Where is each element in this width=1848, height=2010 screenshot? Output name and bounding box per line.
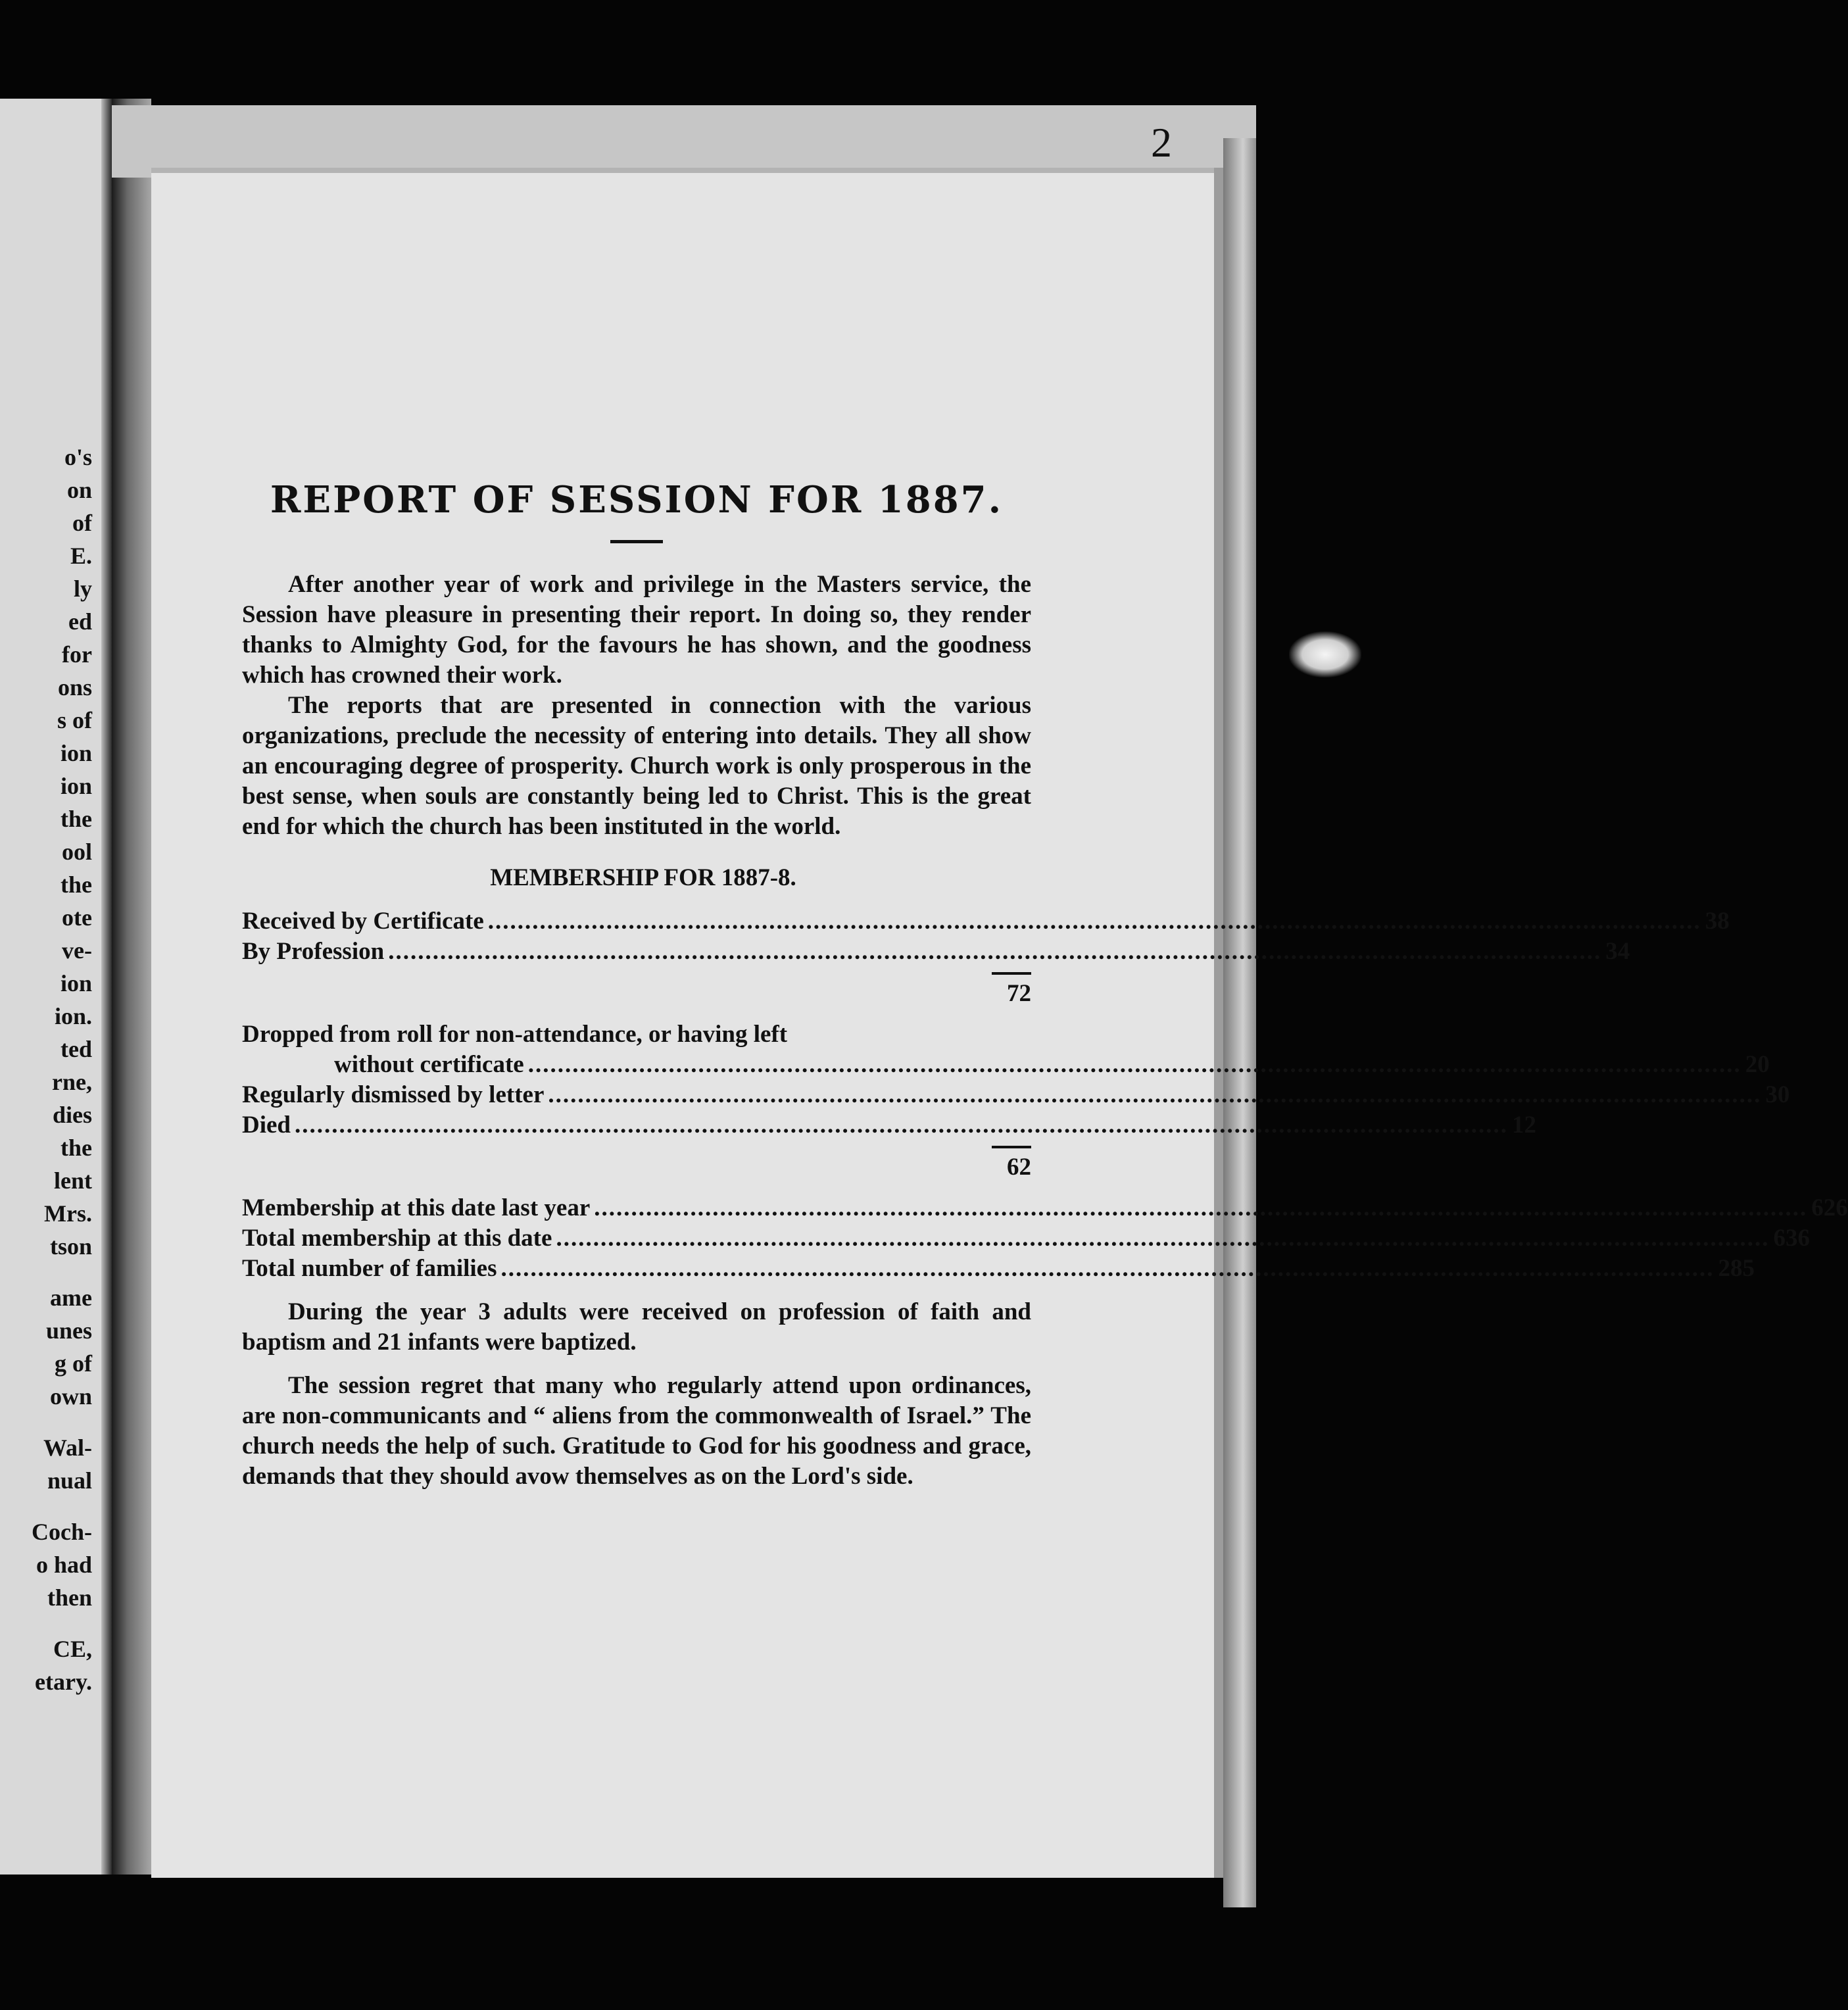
row-label: Membership at this date last year <box>242 1194 591 1221</box>
scan-smudge <box>1289 631 1361 677</box>
facing-page-text <box>0 441 92 1698</box>
row-label: Regularly dismissed by letter <box>242 1081 545 1108</box>
facing-page-line: o had <box>36 1552 92 1578</box>
facing-page-line: the <box>61 1135 92 1161</box>
facing-page-line: unes <box>45 1317 92 1344</box>
book-gutter <box>112 99 151 1875</box>
baptisms-paragraph: During the year 3 adults were received on profession of faith and baptism and 21 infants were baptized. <box>242 1298 1031 1356</box>
subtotal-received: 72 <box>1007 980 1031 1007</box>
leader-dots: .................................................................................................................................................................... <box>487 908 1701 935</box>
facing-page-line: Mrs. <box>44 1200 92 1227</box>
leader-dots: .................................................................................................................................................................... <box>500 1255 1714 1282</box>
membership-row-last-year <box>242 1193 1848 1223</box>
leader-dots: .................................................................................................................................................................... <box>388 938 1602 965</box>
row-value: 285 <box>1718 1255 1755 1282</box>
row-label: without certificate <box>334 1051 524 1078</box>
facing-page-line: E. <box>70 543 92 569</box>
facing-page-line: ame <box>50 1285 92 1311</box>
facing-page-line: rne, <box>52 1069 92 1095</box>
facing-page-line: ion. <box>54 1003 92 1029</box>
facing-page-edge <box>101 99 112 1875</box>
report-content <box>242 477 1848 1492</box>
membership-table <box>242 906 1848 1284</box>
facing-page-line: tson <box>49 1233 92 1260</box>
membership-heading: MEMBERSHIP FOR 1887-8. <box>490 864 796 891</box>
facing-page-line: s of <box>57 707 92 733</box>
row-value: 34 <box>1605 938 1630 965</box>
facing-page-line: of <box>72 510 92 536</box>
row-value: 12 <box>1512 1112 1536 1139</box>
facing-page-line: the <box>61 806 92 832</box>
facing-page-line: ed <box>68 608 92 635</box>
facing-page-line: ion <box>60 970 92 996</box>
leader-dots: .................................................................................................................................................................... <box>527 1051 1741 1078</box>
facing-page-line: Coch- <box>32 1519 92 1545</box>
facing-page-line: own <box>49 1383 92 1409</box>
facing-page-line: then <box>47 1584 92 1611</box>
row-value: 38 <box>1705 908 1730 935</box>
subtotal-rule <box>992 972 1031 975</box>
facing-page-line <box>0 1497 92 1515</box>
report-title: REPORT OF SESSION FOR 1887. <box>270 478 1004 522</box>
facing-page-line: ote <box>62 904 92 931</box>
row-label: Received by Certificate <box>242 908 484 935</box>
facing-page-line <box>0 1263 92 1281</box>
leader-dots: .................................................................................................................................................................... <box>548 1081 1762 1108</box>
intro-paragraph: After another year of work and privilege in the Masters service, the Session have pleasure in presenting their report. In doing so, they render thanks to Almighty God, for the favours he has shown, and the goodness which has crowned their work. <box>242 571 1031 689</box>
closing-paragraph: The session regret that many who regularly attend upon ordinances, are non-communicants and “ aliens from the commonwealth of Israel.” The church needs the help of such. Gratitude to God for his goodness and grace, demands that they should avow themselves as on the Lord's side. <box>242 1372 1031 1490</box>
row-value: 636 <box>1773 1225 1810 1252</box>
row-label: Died <box>242 1112 291 1139</box>
membership-row-total <box>242 1223 1810 1254</box>
facing-page-line: the <box>61 871 92 898</box>
facing-page-line <box>0 1614 92 1632</box>
facing-page-line: ve- <box>62 937 92 964</box>
title-rule <box>610 540 663 543</box>
row-value: 30 <box>1765 1081 1790 1108</box>
row-label: By Profession <box>242 938 385 965</box>
membership-row-profession <box>242 937 1630 967</box>
leader-dots: .................................................................................................................................................................... <box>594 1194 1808 1221</box>
membership-row-dismissed <box>242 1080 1790 1110</box>
facing-page-line: ion <box>60 773 92 799</box>
facing-page-line: dies <box>52 1102 92 1128</box>
facing-page-line: for <box>62 641 92 668</box>
row-label: Total number of families <box>242 1255 497 1282</box>
page-number: 2 <box>1151 119 1172 166</box>
facing-page-line: g of <box>55 1350 92 1377</box>
facing-page-line: ion <box>60 740 92 766</box>
scan-top-edge <box>112 105 1256 178</box>
row-value: 20 <box>1745 1051 1770 1078</box>
row-value: 626 <box>1811 1194 1848 1221</box>
facing-page <box>0 99 112 1875</box>
facing-page-line: nual <box>47 1467 92 1494</box>
facing-page-line: CE, <box>53 1636 92 1662</box>
row-label: Total membership at this date <box>242 1225 552 1252</box>
reports-paragraph: The reports that are presented in connection with the various organizations, preclude the necessity of entering into details. They all show an encouraging degree of prosperity. Church work is only prosperous in the best sense, when souls are constantly being led to Christ. This is the great end for which the church has been instituted in the world. <box>242 692 1031 840</box>
facing-page-line: etary. <box>35 1669 92 1695</box>
facing-page-line: ted <box>61 1036 92 1062</box>
facing-page-line: o's <box>64 444 92 470</box>
facing-page-line <box>0 1413 92 1431</box>
leader-dots: .................................................................................................................................................................... <box>556 1225 1770 1252</box>
facing-page-line: Wal- <box>43 1434 92 1461</box>
leader-dots: .................................................................................................................................................................... <box>295 1112 1508 1139</box>
facing-page-line: lent <box>54 1167 92 1194</box>
membership-row-died <box>242 1110 1536 1140</box>
page-edge <box>1223 138 1256 1907</box>
subtotal-rule <box>992 1146 1031 1148</box>
membership-row-families <box>242 1254 1755 1284</box>
membership-row-dropped <box>242 1050 1770 1080</box>
subtotal-removed: 62 <box>1007 1154 1031 1181</box>
facing-page-line: ly <box>73 576 92 602</box>
facing-page-line: on <box>66 477 92 503</box>
facing-page-line: ons <box>57 674 92 700</box>
dropped-label-line: Dropped from roll for non-attendance, or having left <box>242 1021 788 1048</box>
membership-row-certificate <box>242 906 1730 937</box>
facing-page-line: ool <box>61 839 92 865</box>
